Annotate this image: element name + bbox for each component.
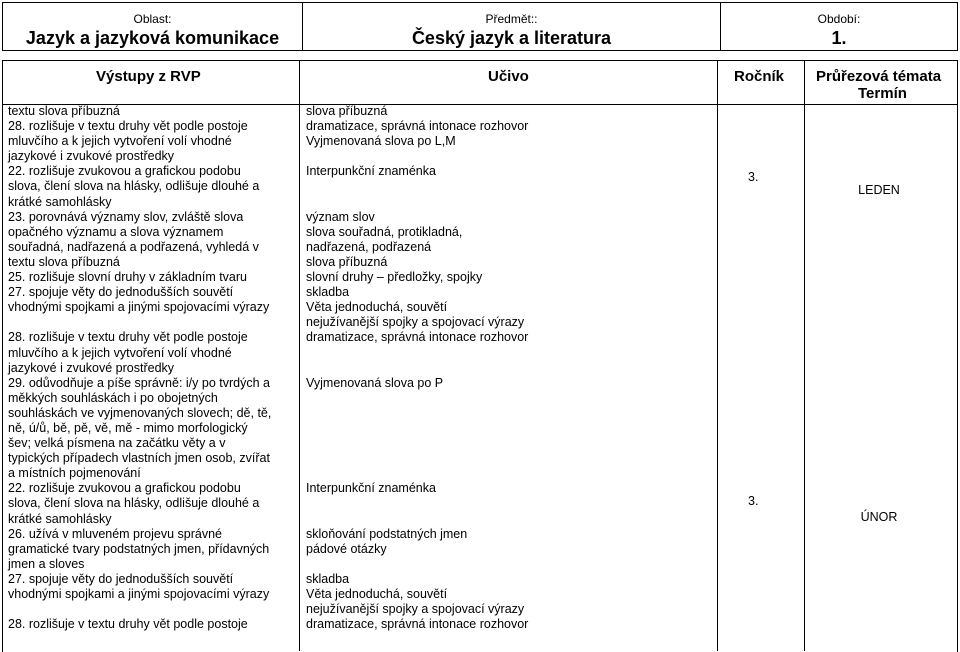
vystupy-line: 27. spojuje věty do jednodušších souvětí xyxy=(8,285,234,300)
grade-cell: 3. xyxy=(748,494,759,508)
vystupy-line: měkkých souhláskách i po obojetných xyxy=(8,390,218,405)
term-cell: ÚNOR xyxy=(860,510,898,524)
vystupy-line: 22. rozlišuje zvukovou a grafickou podobu xyxy=(8,481,241,496)
ucivo-column xyxy=(306,104,528,632)
vystupy-line: textu slova příbuzná xyxy=(8,254,120,269)
ucivo-line: dramatizace, správná intonace rozhovor xyxy=(306,119,529,134)
ucivo-line xyxy=(306,436,528,451)
vystupy-column xyxy=(8,104,271,632)
vystupy-line: gramatické tvary podstatných jmen, přídavných xyxy=(8,541,270,556)
oblast-value: Jazyk a jazyková komunikace xyxy=(25,28,280,48)
vystupy-line: 22. rozlišuje zvukovou a grafickou podobu xyxy=(8,164,241,179)
ucivo-line: Věta jednoduchá, souvětí xyxy=(306,587,448,601)
vystupy-line xyxy=(8,315,271,330)
vystupy-line: ně, ú/ů, bě, pě, vě, mě - mimo morfologický xyxy=(8,420,248,435)
column-header-row xyxy=(2,60,958,105)
header-table xyxy=(2,2,958,51)
vystupy-line: mluvčího a k jejich vytvoření volí vhodné xyxy=(8,134,232,149)
column-divider xyxy=(717,60,718,651)
ucivo-line: skloňování podstatných jmen xyxy=(306,526,468,541)
rocnik-header: Ročník xyxy=(734,68,785,85)
vystupy-line: krátké samohlásky xyxy=(8,511,112,526)
term-cell: LEDEN xyxy=(858,183,900,197)
ucivo-line xyxy=(306,346,528,361)
vystupy-line: 23. porovnává významy slov, zvláště slova xyxy=(8,209,244,224)
vystupy-line: slova, člení slova na hlásky, odlišuje dlouhé a xyxy=(8,179,260,194)
ucivo-line: Věta jednoduchá, souvětí xyxy=(306,300,448,315)
ucivo-line: slova příbuzná xyxy=(306,254,388,269)
grade-cell: 3. xyxy=(748,170,759,184)
column-divider xyxy=(804,60,805,651)
vystupy-line: typických případech vlastních jmen osob, zvířat xyxy=(8,451,270,466)
ucivo-line xyxy=(306,421,528,436)
vystupy-line: jazykové i zvukové prostředky xyxy=(8,149,175,164)
vystupy-line: šev; velká písmena na začátku věty a v xyxy=(8,436,226,451)
oblast-cell xyxy=(3,3,303,50)
prurezova-header: Průřezová témata xyxy=(816,68,942,85)
ucivo-line: slova příbuzná xyxy=(306,104,388,118)
vystupy-line: textu slova příbuzná xyxy=(8,104,120,118)
oblast-label: Oblast: xyxy=(133,12,172,26)
ucivo-line xyxy=(306,466,528,481)
ucivo-line xyxy=(306,361,528,376)
ucivo-line: dramatizace, správná intonace rozhovor xyxy=(306,617,529,632)
ucivo-line: dramatizace, správná intonace rozhovor xyxy=(306,330,529,345)
vystupy-line: 27. spojuje věty do jednodušších souvětí xyxy=(8,571,234,586)
predmet-value: Český jazyk a literatura xyxy=(411,28,612,48)
column-divider xyxy=(299,60,300,651)
vystupy-line: mluvčího a k jejich vytvoření volí vhodné xyxy=(8,345,232,360)
ucivo-line xyxy=(306,512,528,527)
vystupy-line: 25. rozlišuje slovní druhy v základním tvaru xyxy=(8,270,247,285)
ucivo-line xyxy=(306,406,528,421)
ucivo-line: Interpunkční znaménka xyxy=(306,481,436,496)
obdobi-value: 1. xyxy=(831,28,847,48)
ucivo-line: pádové otázky xyxy=(306,541,387,556)
ucivo-line: skladba xyxy=(306,571,350,586)
vystupy-header: Výstupy z RVP xyxy=(96,68,201,85)
vystupy-line: opačného významu a slova významem xyxy=(8,224,224,239)
vystupy-line: jazykové i zvukové prostředky xyxy=(8,360,175,375)
ucivo-line: skladba xyxy=(306,285,350,300)
vystupy-line: 29. odůvodňuje a píše správně: i/y po tvrdých a xyxy=(8,375,270,390)
ucivo-line: Interpunkční znaménka xyxy=(306,164,436,179)
ucivo-line: nadřazená, podřazená xyxy=(306,239,432,254)
vystupy-line: jmen a sloves xyxy=(8,556,85,571)
ucivo-line: Vyjmenovaná slova po P xyxy=(306,375,444,390)
vystupy-line: vhodnými spojkami a jinými spojovacími výrazy xyxy=(8,587,270,601)
ucivo-line: význam slov xyxy=(306,209,375,224)
predmet-label: Předmět:: xyxy=(485,12,538,26)
vystupy-line: 28. rozlišuje v textu druhy vět podle postoje xyxy=(8,617,248,632)
ucivo-line xyxy=(306,195,528,210)
termin-header: Termín xyxy=(858,85,907,102)
ucivo-line xyxy=(306,496,528,511)
vystupy-line: a místních pojmenování xyxy=(8,466,141,481)
ucivo-line xyxy=(306,451,528,466)
ucivo-line: nejužívanější spojky a spojovací výrazy xyxy=(306,315,525,330)
ucivo-header: Učivo xyxy=(488,68,529,85)
ucivo-line: slovní druhy – předložky, spojky xyxy=(306,270,483,285)
ucivo-line: slova souřadná, protikladná, xyxy=(306,224,463,239)
ucivo-line xyxy=(306,391,528,406)
ucivo-line xyxy=(306,557,528,572)
vystupy-line: slova, člení slova na hlásky, odlišuje dlouhé a xyxy=(8,496,260,511)
vystupy-line xyxy=(8,602,271,617)
vystupy-line: vhodnými spojkami a jinými spojovacími výrazy xyxy=(8,300,270,315)
ucivo-line xyxy=(306,179,528,194)
vystupy-line: krátké samohlásky xyxy=(8,194,112,209)
ucivo-line xyxy=(306,149,528,164)
obdobi-label: Období: xyxy=(817,12,861,26)
vystupy-line: 28. rozlišuje v textu druhy vět podle postoje xyxy=(8,119,248,134)
vystupy-line: 28. rozlišuje v textu druhy vět podle postoje xyxy=(8,330,248,345)
vystupy-line: souhláskách ve vyjmenovaných slovech; dě, tě, xyxy=(8,405,272,420)
predmet-cell xyxy=(303,3,721,50)
ucivo-line: Vyjmenovaná slova po L,M xyxy=(306,134,456,149)
ucivo-line: nejužívanější spojky a spojovací výrazy xyxy=(306,602,525,617)
obdobi-cell xyxy=(721,3,957,50)
vystupy-line: souřadná, nadřazená a podřazená, vyhledá v xyxy=(8,239,259,254)
vystupy-line: 26. užívá v mluveném projevu správné xyxy=(8,526,222,541)
